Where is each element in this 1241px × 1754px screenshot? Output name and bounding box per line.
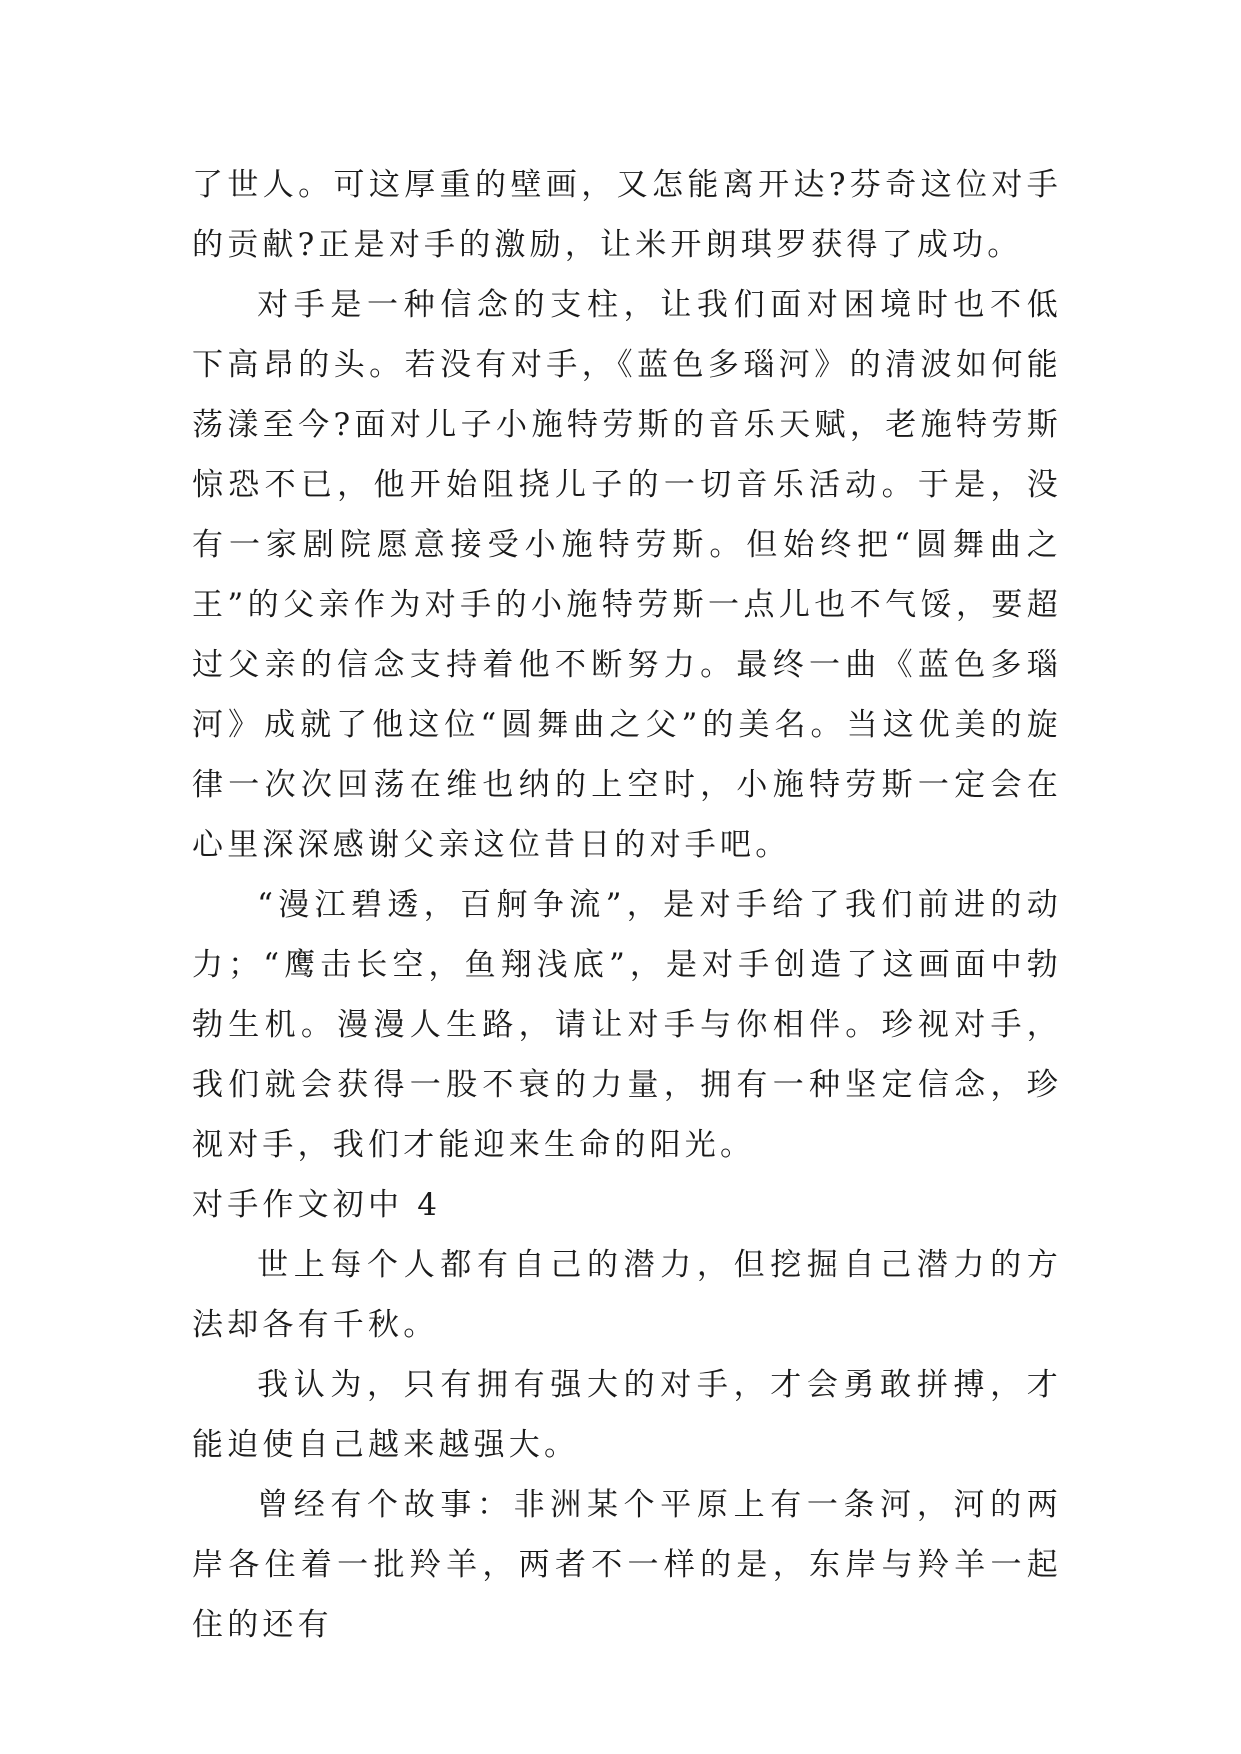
section-heading: 对手作文初中 4 bbox=[192, 1187, 442, 1223]
paragraph-2: 对手是一种信念的支柱，让我们面对困境时也不低下高昂的头。若没有对手，《蓝色多瑙河》的清波如何能荡漾至今?面对儿子小施特劳斯的音乐天赋，老施特劳斯惊恐不已，他开始阻挠儿子的一切音乐活动。于是，没有一家剧院愿意接受小施特劳斯。但始终把“圆舞曲之王”的父亲作为对手的小施特劳斯一点儿也不气馁，要超过父亲的信念支持着他不断努力。最终一曲《蓝色多瑙河》成就了他这位“圆舞曲之父”的美名。当这优美的旋律一次次回荡在维也纳的上空时，小施特劳斯一定会在心里深深感谢父亲这位昔日的对手吧。 bbox=[192, 287, 1062, 863]
section-paragraph-3: 曾经有个故事：非洲某个平原上有一条河，河的两岸各住着一批羚羊，两者不一样的是，东岸与羚羊一起住的还有 bbox=[192, 1487, 1062, 1643]
paragraph-1: 了世人。可这厚重的壁画，又怎能离开达?芬奇这位对手的贡献?正是对手的激励，让米开朗琪罗获得了成功。 bbox=[192, 167, 1062, 263]
section-paragraph-2: 我认为，只有拥有强大的对手，才会勇敢拼搏，才能迫使自己越来越强大。 bbox=[192, 1367, 1062, 1463]
paragraph-3: “漫江碧透，百舸争流”，是对手给了我们前进的动力；“鹰击长空，鱼翔浅底”，是对手创造了这画面中勃勃生机。漫漫人生路，请让对手与你相伴。珍视对手，我们就会获得一股不衰的力量，拥有一种坚定信念，珍视对手，我们才能迎来生命的阳光。 bbox=[192, 887, 1062, 1163]
section-paragraph-1: 世上每个人都有自己的潜力，但挖掘自己潜力的方法却各有千秋。 bbox=[192, 1247, 1062, 1343]
document-body bbox=[192, 155, 1062, 1655]
